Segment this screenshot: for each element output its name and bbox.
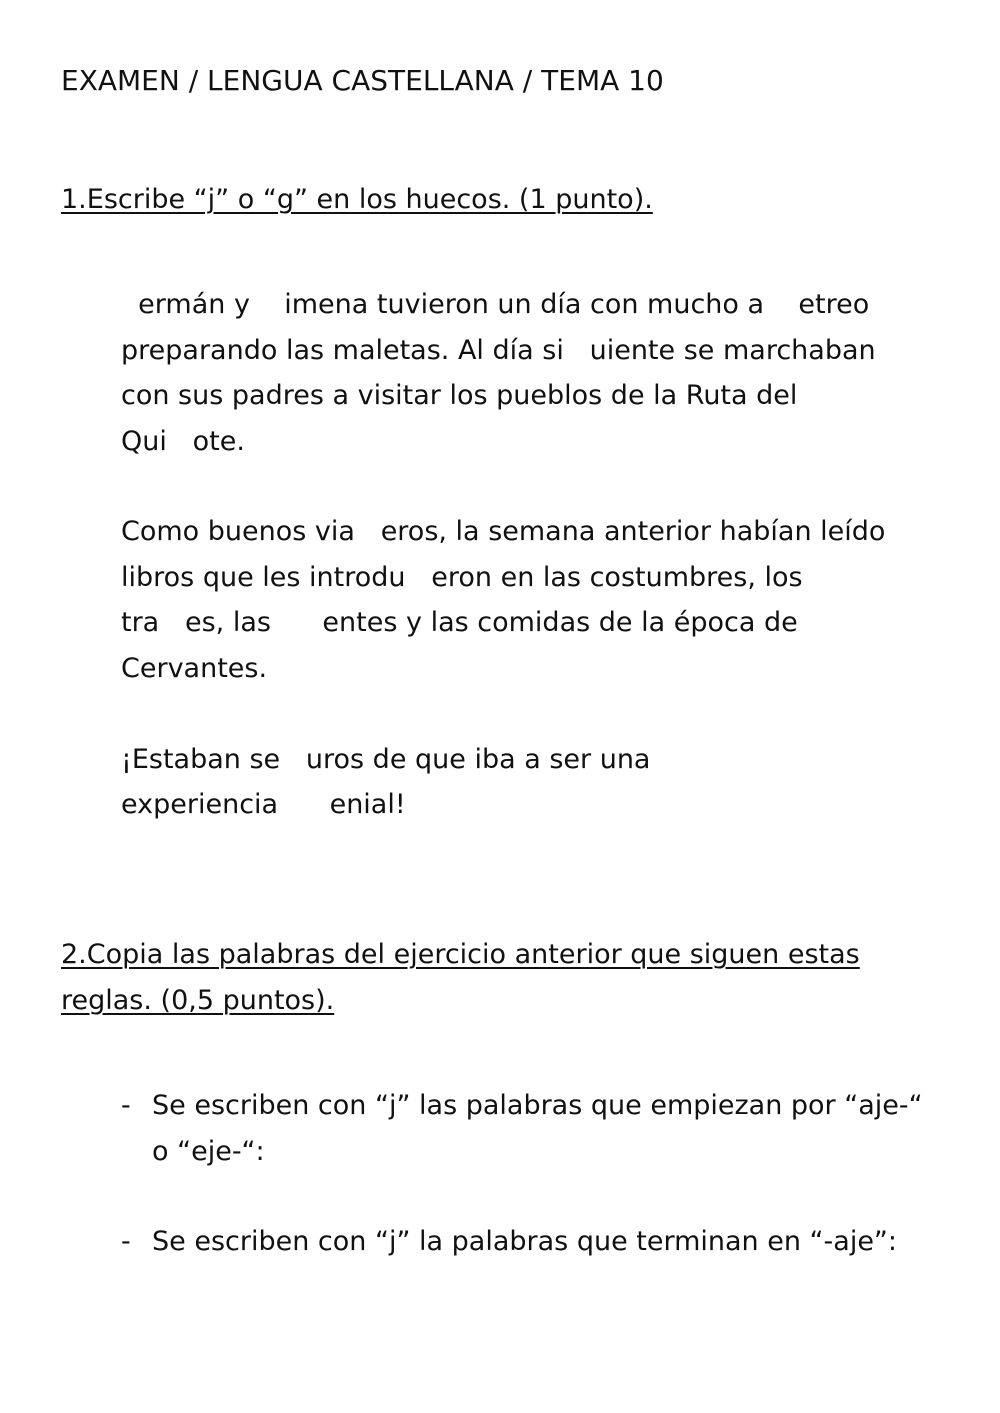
rule-2: Se escriben con “j” la palabras que terminan en “-aje”: [152, 1226, 898, 1257]
rule-1-line-1: Se escriben con “j” las palabras que empiezan por “aje-“ [152, 1090, 923, 1121]
question-2-heading-line-1: 2.Copia las palabras del ejercicio anterior que siguen estas [61, 939, 860, 970]
paragraph-3-line: ¡Estaban se uros de que iba a ser una [121, 744, 651, 775]
paragraph-2-line: Cervantes. [121, 653, 268, 684]
paragraph-2-line: tra es, las entes y las comidas de la época de [121, 607, 798, 638]
question-1-heading: 1.Escribe “j” o “g” en los huecos. (1 punto). [61, 184, 653, 215]
bullet-marker: - [121, 1090, 131, 1121]
bullet-marker: - [121, 1226, 131, 1257]
paragraph-2-line: libros que les introdu eron en las costumbres, los [121, 562, 803, 593]
question-2-heading-line-2: reglas. (0,5 puntos). [61, 985, 335, 1016]
paragraph-1-line: con sus padres a visitar los pueblos de la Ruta del [121, 380, 798, 411]
paragraph-1-line: ermán y imena tuvieron un día con mucho a etreo [121, 289, 870, 320]
paragraph-3-line: experiencia enial! [121, 789, 406, 820]
paragraph-1-line: preparando las maletas. Al día si uiente se marchaban [121, 335, 876, 366]
paragraph-2-line: Como buenos via eros, la semana anterior habían leído [121, 516, 886, 547]
paragraph-1-line: Qui ote. [121, 426, 245, 457]
rule-1-line-2: o “eje-“: [152, 1136, 265, 1167]
page-title: EXAMEN / LENGUA CASTELLANA / TEMA 10 [61, 64, 664, 97]
